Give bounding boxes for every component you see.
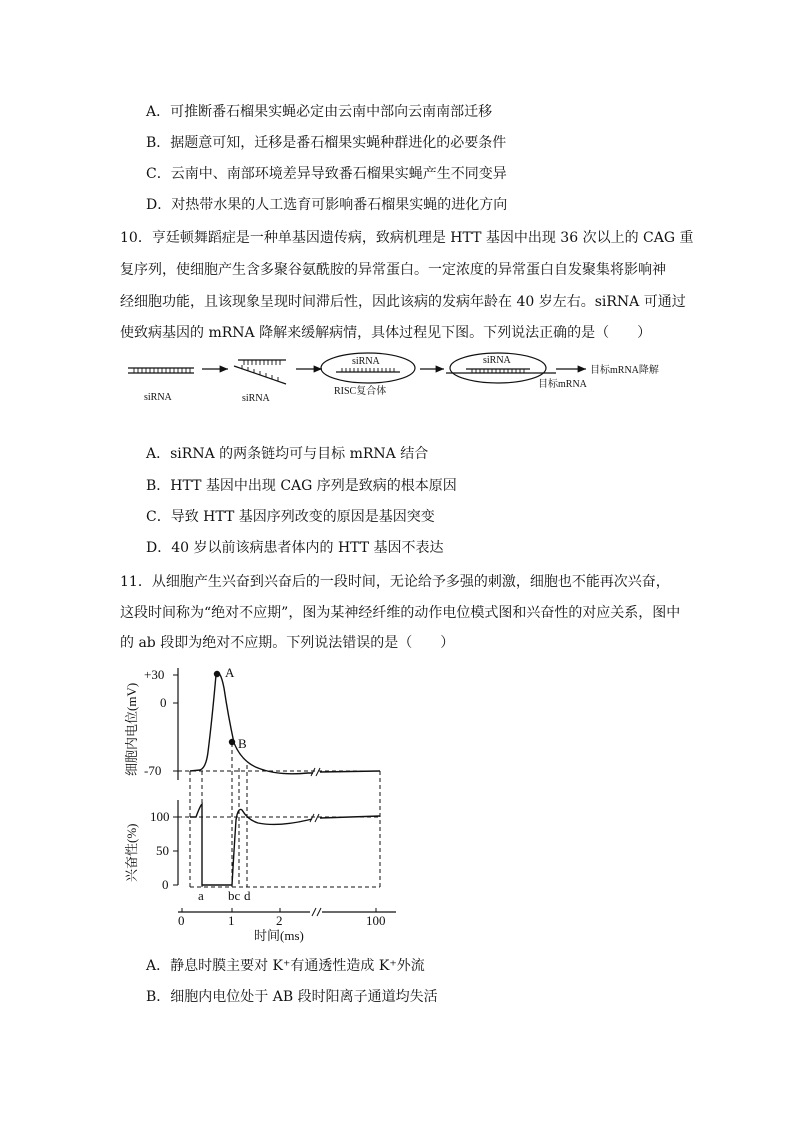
mark-bc: bc bbox=[228, 888, 241, 903]
sirna-process-diagram bbox=[120, 348, 680, 408]
action-potential-graph bbox=[118, 660, 408, 945]
q11-option-b: B．细胞内电位处于 AB 段时阳离子通道均失活 bbox=[146, 989, 438, 1005]
time-tick-2: 2 bbox=[276, 913, 283, 928]
membrane-potential-axis-label: 细胞内电位(mV) bbox=[124, 682, 139, 776]
target-mrna-label: 目标mRNA bbox=[538, 379, 587, 390]
time-axis-label: 时间(ms) bbox=[254, 928, 304, 943]
q9-option-d: D．对热带水果的人工选育可影响番石榴果实蝇的进化方向 bbox=[146, 197, 508, 213]
phase-guides bbox=[190, 743, 380, 887]
q9-option-b: B．据题意可知，迁移是番石榴果实蝇种群进化的必要条件 bbox=[146, 135, 507, 151]
q10-option-d: D．40 岁以前该病患者体内的 HTT 基因不表达 bbox=[146, 540, 444, 556]
q10-stem-line-1: 10．亨廷顿舞蹈症是一种单基因遗传病，致病机理是 HTT 基因中出现 36 次以上的 CAG 重 bbox=[120, 230, 694, 246]
point-a-label: A bbox=[225, 665, 235, 680]
time-tick-0: 0 bbox=[178, 913, 185, 928]
q9-option-a: A．可推断番石榴果实蝇必定由云南中部向云南南部迁移 bbox=[146, 104, 493, 120]
risc-guide-strand bbox=[336, 368, 400, 372]
tick-minus70: -70 bbox=[144, 763, 162, 778]
mark-d: d bbox=[244, 888, 251, 903]
q11-stem-line-3: 的 ab 段即为绝对不应期。下列说法错误的是（ ） bbox=[120, 635, 455, 651]
time-tick-100: 100 bbox=[366, 913, 386, 928]
q9-option-c: C．云南中、南部环境差异导致番石榴果实蝇产生不同变异 bbox=[146, 166, 507, 182]
sirna-label-3: siRNA bbox=[352, 356, 380, 367]
excitability-curve bbox=[190, 804, 380, 885]
tick-plus30: +30 bbox=[144, 667, 165, 682]
risc-label: RISC复合体 bbox=[334, 386, 387, 397]
sirna-label-1: siRNA bbox=[144, 392, 172, 403]
time-tick-1: 1 bbox=[228, 913, 235, 928]
degradation-label: 目标mRNA降解 bbox=[590, 365, 659, 376]
q10-stem-line-3: 经细胞功能，且该现象呈现时间滞后性，因此该病的发病年龄在 40 岁左右。siRNA 可通过 bbox=[120, 294, 686, 310]
sirna-unwinding bbox=[234, 360, 286, 384]
action-potential-curve bbox=[190, 673, 380, 774]
excitability-axis-label: 兴奋性(%) bbox=[124, 823, 139, 882]
q11-stem-line-2: 这段时间称为“绝对不应期”，图为某神经纤维的动作电位模式图和兴奋性的对应关系，图中 bbox=[120, 605, 681, 621]
point-a-marker bbox=[214, 671, 220, 677]
q10-option-b: B．HTT 基因中出现 CAG 序列是致病的根本原因 bbox=[146, 478, 457, 494]
q10-stem-line-4: 使致病基因的 mRNA 降解来缓解病情，具体过程见下图。下列说法正确的是（ ） bbox=[120, 325, 652, 341]
q10-option-c: C．导致 HTT 基因序列改变的原因是基因突变 bbox=[146, 509, 435, 525]
q11-option-a: A．静息时膜主要对 K⁺有通透性造成 K⁺外流 bbox=[146, 958, 425, 974]
sirna-label-4: siRNA bbox=[483, 355, 511, 366]
tick-50-excitability: 50 bbox=[156, 843, 169, 858]
q10-option-a: A．siRNA 的两条链均可与目标 mRNA 结合 bbox=[146, 446, 429, 462]
tick-0-top: 0 bbox=[160, 695, 167, 710]
sirna-duplex bbox=[128, 368, 194, 373]
point-b-label: B bbox=[238, 736, 247, 751]
q10-stem-line-2: 复序列，使细胞产生含多聚谷氨酰胺的异常蛋白。一定浓度的异常蛋白自发聚集将影响神 bbox=[120, 262, 666, 278]
q11-stem-line-1: 11．从细胞产生兴奋到兴奋后的一段时间，无论给予多强的刺激，细胞也不能再次兴奋， bbox=[120, 574, 670, 590]
target-mrna-strand bbox=[446, 369, 556, 373]
tick-100-excitability: 100 bbox=[150, 809, 170, 824]
sirna-label-2: siRNA bbox=[242, 393, 270, 404]
tick-0-excitability: 0 bbox=[162, 877, 169, 892]
mark-a: a bbox=[198, 888, 204, 903]
